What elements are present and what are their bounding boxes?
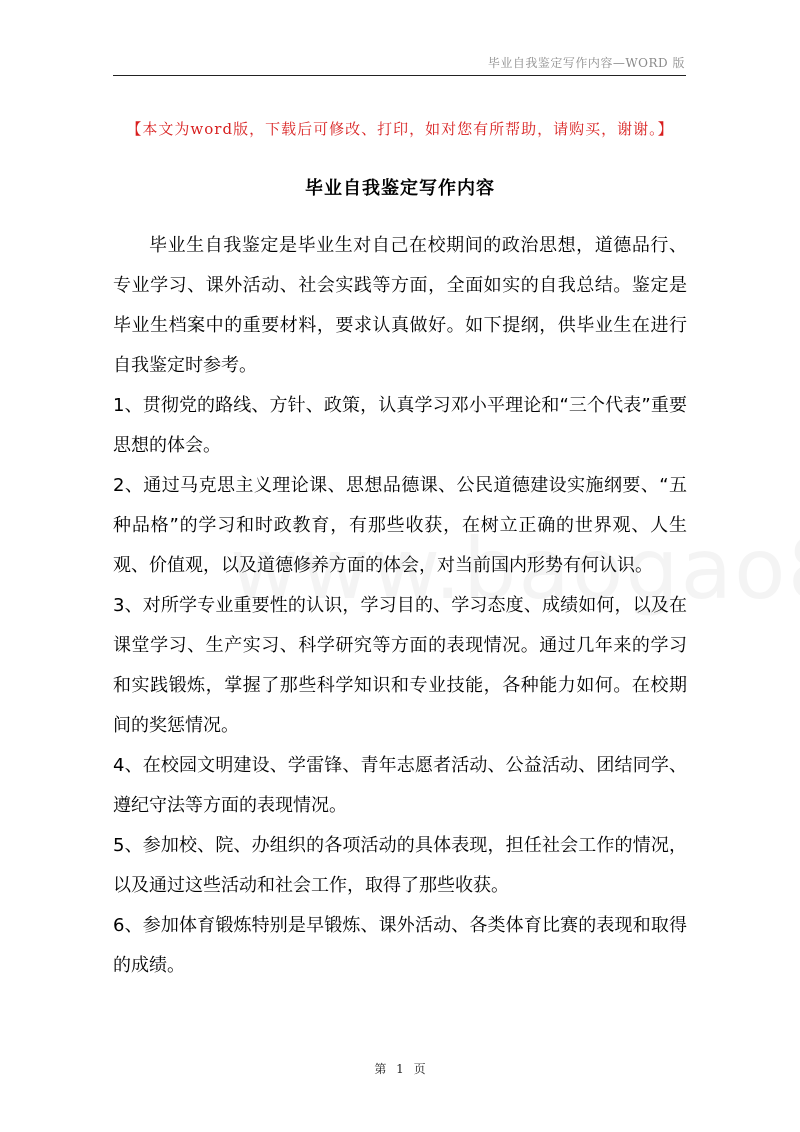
- list-item-3: 3、对所学专业重要性的认识，学习目的、学习态度、成绩如何，以及在课堂学习、生产实习、科学研究等方面的表现情况。通过几年来的学习和实践锻炼，掌握了那些科学知识和专业技能，各种能力如何。在校期间的奖惩情况。: [113, 595, 687, 736]
- header-divider: [113, 75, 686, 76]
- document-body: [113, 226, 687, 986]
- page-footer: [0, 1060, 800, 1077]
- page-header-text: 毕业自我鉴定写作内容—WORD 版: [487, 56, 685, 70]
- download-notice: 【本文为word版，下载后可修改、打印，如对您有所帮助，请购买，谢谢。】: [126, 120, 674, 138]
- page-number: 1: [396, 1062, 404, 1076]
- footer-prefix: 第: [374, 1062, 387, 1076]
- list-item-4: 4、在校园文明建设、学雷锋、青年志愿者活动、公益活动、团结同学、遵纪守法等方面的表现情况。: [113, 755, 687, 816]
- footer-suffix: 页: [413, 1062, 426, 1076]
- document-title: 毕业自我鉴定写作内容: [305, 178, 495, 199]
- list-item-1: 1、贯彻党的路线、方针、政策，认真学习邓小平理论和“三个代表”重要思想的体会。: [113, 395, 687, 456]
- list-item-5: 5、参加校、院、办组织的各项活动的具体表现，担任社会工作的情况，以及通过这些活动和社会工作，取得了那些收获。: [113, 835, 687, 896]
- list-item-2: 2、通过马克思主义理论课、思想品德课、公民道德建设实施纲要、“五种品格”的学习和时政教育，有那些收获，在树立正确的世界观、人生观、价值观，以及道德修养方面的体会，对当前国内形势有何认识。: [113, 475, 687, 576]
- list-item-6: 6、参加体育锻炼特别是早锻炼、课外活动、各类体育比赛的表现和取得的成绩。: [113, 915, 687, 976]
- intro-paragraph: 毕业生自我鉴定是毕业生对自己在校期间的政治思想，道德品行、专业学习、课外活动、社会实践等方面，全面如实的自我总结。鉴定是毕业生档案中的重要材料，要求认真做好。如下提纲，供毕业生在进行自我鉴定时参考。: [113, 235, 687, 376]
